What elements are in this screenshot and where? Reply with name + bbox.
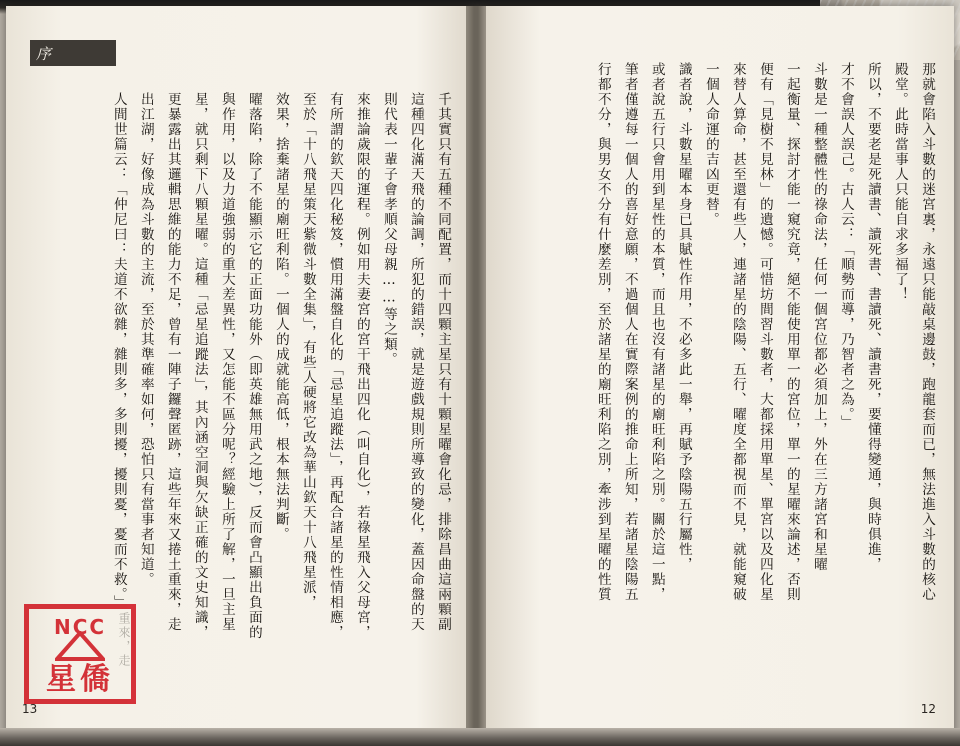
page-number-right: 12 xyxy=(920,702,936,716)
page-number-left: 13 xyxy=(22,702,38,716)
page-right xyxy=(484,6,954,738)
text-column: 曜落陷，除了不能顯示它的正面功能外（即英雄無用武之地），反而會凸顯出負面的 xyxy=(245,92,262,641)
text-column: 才不會誤人誤己。古人云：「順勢而導，乃智者之為。」 xyxy=(837,62,854,431)
text-column: 那就會陷入斗數的迷宮裏，永遠只能敲桌邊鼓，跑龍套而已，無法進入斗數的核心 xyxy=(919,62,935,602)
text-column: 星，就只剩下八顆星曜。這種「忌星追蹤法」，其內涵空洞與欠缺正確的文史知識， xyxy=(191,92,208,641)
text-column: 斗數是一種整體性的祿命法，任何一個宮位都必須加上，外在三方諸宮和星曜 xyxy=(810,62,827,572)
text-column: 與作用，以及力道強弱的重大差異性，又怎能不區分呢？經驗上所了解，一旦主星 xyxy=(218,92,235,632)
text-column: 效果，捨棄諸星的廟旺利陷。一個人的成就能高低，根本無法判斷。 xyxy=(272,92,289,542)
seal-main-text: 星僑 xyxy=(46,662,114,697)
text-column: 識者說，斗數星曜本身已具賦性作用，不必多此一舉，再賦予陰陽五行屬性， xyxy=(675,62,692,572)
running-head xyxy=(30,40,116,66)
text-column: 更暴露出其邏輯思維的能力不足，曾有一陣子鑼聲匿跡，這些年來又捲土重來，走 xyxy=(164,92,181,632)
text-column: 出江湖，好像成為斗數的主流，至於其準確率如何，恐怕只有當事者知道。 xyxy=(137,92,154,587)
right-page-text-columns xyxy=(498,62,938,672)
text-column: 來替人算命，甚至還有些人，連諸星的陰陽、五行、曜度全都視而不見，就能窺破 xyxy=(729,62,746,602)
text-column: 來推論歲限的運程。例如用夫妻宮的宮干飛出四化（叫自化），若祿星飛入父母宮， xyxy=(353,92,370,641)
faded-text: 重來，走 xyxy=(117,612,131,668)
running-head-label: 序 xyxy=(36,44,53,63)
text-column: 一個人命運的吉凶更替。 xyxy=(702,62,719,227)
book-bottom-edge xyxy=(0,728,960,746)
text-column: 至於「十八飛星策天紫微斗數全集」，有些人硬將它改為華山欽天十八飛星派， xyxy=(299,92,316,611)
text-column: 人間世篇云：「仲尼曰：夫道不欲雜，雜則多，多則擾，擾則憂，憂而不救。」 xyxy=(110,92,127,611)
text-column: 或者說五行只會用到星性的本質，而且也沒有諸星的廟旺利陷之別。關於這一點， xyxy=(648,62,665,602)
left-page-text-columns xyxy=(24,92,454,672)
text-column: 一起衡量、探討才能一窺究竟，絕不能使用單一的宮位，單一的星曜來論述，否則 xyxy=(783,62,800,602)
text-column: 有所謂的欽天四化秘笈，慣用滿盤自化的「忌星追蹤法」，再配合諸星的性情相應， xyxy=(326,92,343,641)
text-column: 則代表一輩子會孝順父母親……等之類。 xyxy=(380,92,397,367)
text-column: 這種四化滿天飛的論調，所犯的錯誤，就是遊戲規則所導致的變化，蓋因命盤的天 xyxy=(407,92,424,632)
text-column: 行都不分，與男女不分有什麼差別，至於諸星的廟旺利陷之別，牽涉到星曜的性質 xyxy=(594,62,611,602)
text-column: 殿堂。此時當事人只能自求多福了！ xyxy=(891,62,908,302)
text-column: 千其實只有五種不同配置，而十四顆主星只有十顆星曜會化忌，排除昌曲這兩顆副 xyxy=(435,92,451,632)
triangle-icon xyxy=(55,631,105,661)
text-column: 筆者僅遵每一個人的喜好意願，不過個人在實際案例的推命上所知，若諸星陰陽五 xyxy=(621,62,638,602)
red-seal-stamp xyxy=(24,604,136,704)
text-column: 便有「見樹不見林」的遺憾。可惜坊間習斗數者，大都採用單星、單宮以及四化星 xyxy=(756,62,773,602)
page-left xyxy=(6,6,472,738)
book-gutter xyxy=(466,6,486,738)
text-column: 所以，不要老是死讀書、讀死書、書讀死、讀書死，要懂得變通，與時俱進， xyxy=(864,62,881,572)
seal-top-text: NCC xyxy=(53,615,107,639)
